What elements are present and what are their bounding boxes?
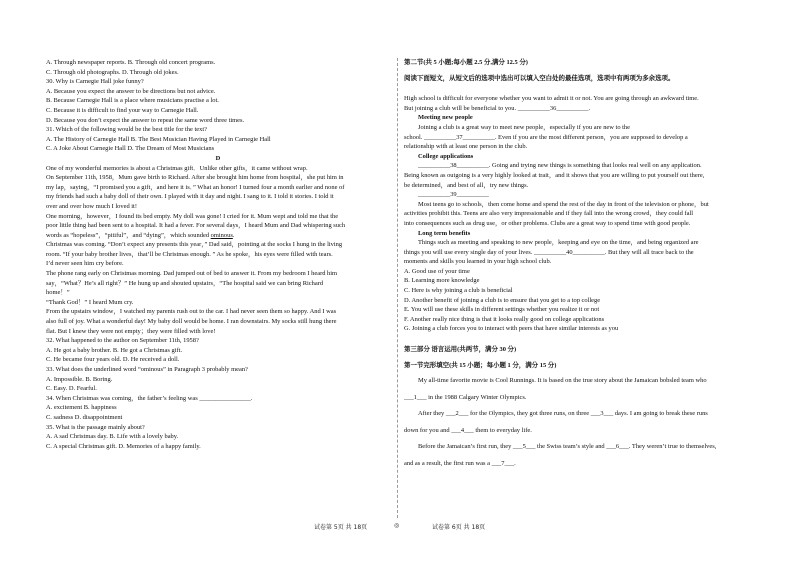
passage-line: Things such as meeting and speaking to new people，keeping and eye on the time，and being organized are <box>418 239 699 247</box>
question-line: A. excitement B. happiness <box>46 404 117 412</box>
passage-line: moments and skills you learned in your high school club. <box>404 258 552 266</box>
question-line: C. sadness D. disappointment <box>46 413 123 421</box>
question-line: A. Through newspaper reports. B. Through old concert programs. <box>46 59 216 66</box>
option-line: C. Here is why joining a club is beneficial <box>404 287 513 295</box>
question-line: 32. What happened to the author on September 11th, 1958? <box>46 337 199 345</box>
passage-line: my lap，saying，“I promised you a gift，and here it is．” What an honor! I turned four a month earlier and none of <box>46 183 345 191</box>
question-line: C. Easy. D. Fearful. <box>46 385 97 393</box>
option-line: F. Another really nice thing is that it looks really good on college applications <box>404 315 605 323</box>
passage-line: Most teens go to schools，then come home and spend the rest of the day in front of the television or phone，but <box>418 200 709 208</box>
question-line: C. A special Christmas gift. D. Memories of a happy family. <box>46 442 201 450</box>
option-line: A. Good use of your time <box>404 267 470 275</box>
subheading: College applications <box>418 152 474 160</box>
passage-line: On September 11th, 1958，Mum gave birth to Richard. After she brought him home from hospital，she put him in <box>46 174 344 182</box>
section-letter: D <box>215 154 221 162</box>
question-line: C. Because it is difficult to find your way to Carnegie Hall. <box>46 106 199 114</box>
question-line: C. He became four years old. D. He received a doll. <box>46 356 180 364</box>
option-line: E. You will use these skills in different settings whether you realize it or not <box>404 306 600 314</box>
question-line: A. Impossible. B. Boring. <box>46 375 113 383</box>
question-line: 31. Which of the following would be the best title for the text? <box>46 126 207 134</box>
passage-line: over and over how much I loved it! <box>46 202 137 210</box>
left-page-column <box>46 58 390 451</box>
passage-line: Being known as outgoing is a very highly looked at trait，and it shows that you are willing to put yourself out there, <box>404 171 705 179</box>
question-line: 33. What does the underlined word “ominous” in Paragraph 3 probably mean? <box>46 366 248 373</box>
spacer <box>404 334 756 345</box>
cloze-line: My all-time favorite movie is Cool Runnings. It is based on the true story about the Jamaican bobsled team who <box>418 377 707 385</box>
instruction: 阅读下面短文，从短文后的选项中选出可以填入空白处的最佳选项，选项中有两项为多余选项。 <box>404 74 675 82</box>
cloze-line: Before the Jamaican’s first run, they ___5___ the Swiss team’s style and ___6___. They weren’t true to themselves, <box>418 443 717 451</box>
subheading: Long term benefits <box>418 229 471 237</box>
question-line: A. He got a baby brother. B. He got a Christmas gift. <box>46 346 183 354</box>
passage-line: But joining a club will be beneficial to you. __________36__________. <box>404 104 591 112</box>
option-line: G. Joining a club forces you to interact with peers that have similar interests as you <box>404 325 619 333</box>
passage-line: “Thank God！” I heard Mum cry. <box>46 298 134 306</box>
passage-line: I’d never seen him cry before. <box>46 260 124 268</box>
question-line: D. Because you don’t expect the answer to repeat the same word three times. <box>46 116 245 124</box>
passage-line: __________38__________. Going and trying new things is something that looks real well on any application. <box>418 162 702 170</box>
passage-line: say，“What？He’s all right？” He hung up and shouted upstairs，“The hospital said we can bring Richard <box>46 279 324 287</box>
section-heading: 第二节(共 5 小题;每小题 2.5 分,满分 12.5 分) <box>404 59 528 66</box>
binding-mark: ◎ <box>394 522 400 529</box>
passage-line: __________39__________ <box>418 191 489 199</box>
part-heading: 第三部分 语言运用(共两节，满分 30 分) <box>404 346 517 354</box>
question-line: A. The History of Carnegie Hall B. The Best Musician Having Played in Carnegie Hall <box>46 135 271 143</box>
subheading: Meeting new people <box>418 114 473 122</box>
question-line: B. Because Carnegie Hall is a place where musicians practise a lot. <box>46 97 219 105</box>
passage-line: High school is difficult for everyone whether you want to admit it or not. You are going through an awkward time. <box>404 95 699 103</box>
option-line: B. Learning more knowledge <box>404 277 480 285</box>
passage-line: be determined，and best of all，try new things. <box>404 181 529 189</box>
passage-line: activities prohibit this. Teens are also very impressionable and if they fall into the wrong crowd，they could fall <box>404 210 694 218</box>
cloze-line: down for you and ___4___ them to everyday life. <box>404 426 532 434</box>
passage-line: The phone rang early on Christmas morning. Dad jumped out of bed to answer it. From my bedroom I heard him <box>46 270 338 278</box>
passage-line: flat. But I knew they were not empty；they were filled with love! <box>46 327 216 335</box>
cloze-line: After they ___2___ for the Olympics, they got three runs, on three ___3___ days. I am going to break these runs <box>418 410 708 418</box>
option-line: D. Another benefit of joining a club is to ensure that you get to a top college <box>404 296 601 304</box>
passage-line: From the upstairs window，I watched my parents rush out to the car. I had never seen them so happy. And I was <box>46 308 337 316</box>
passage-line: my friends had such a baby doll of their own. I played with it day and night. I sang to it. I told it stories. I told it <box>46 193 334 201</box>
passage-line: poor little thing had been sent to a hospital. It had a fever. For several days，I heard Mum and Dad whispering such <box>46 222 346 230</box>
question-line: 35. What is the passage mainly about? <box>46 423 145 431</box>
page-divider <box>397 58 398 518</box>
passage-line: into consequences such as drug use，or other problems. Clubs are a great way to spend time with good people. <box>404 219 691 227</box>
cloze-passage <box>404 376 756 469</box>
passage-line: things you will use every single day of your lives. __________40__________. But they will all trace back to the <box>404 248 694 256</box>
question-line: C. Through old photographs. D. Through old jokes. <box>46 68 179 76</box>
question-line: C. A Joke About Carnegie Hall D. The Dream of Most Musicians <box>46 145 215 153</box>
question-line: A. Because you expect the answer to be directions but not advice. <box>46 87 216 95</box>
passage-line: Joining a club is a great way to meet new people，especially if you are new to the <box>418 123 631 131</box>
part-subheading: 第一节完形填空(共 15 小题；每小题 1 分，满分 15 分) <box>404 361 557 369</box>
question-line: 34. When Christmas was coming，the father’s feeling was ________________. <box>46 394 253 402</box>
passage-line: Christmas was coming. “Don’t expect any presents this year，” Dad said，pointing at the socks I hung in the living <box>46 241 343 249</box>
passage-line: home！” <box>46 289 70 297</box>
cloze-line: ___1___ in the 1988 Calgary Winter Olympics. <box>404 393 527 401</box>
question-line: 30. Why is Carnegie Hall joke funny? <box>46 78 144 86</box>
passage-line: relationship with at least one person in the club. <box>404 143 528 151</box>
passage-line: One of my wonderful memories is about a Christmas gift．Unlike other gifts，it came without wrap. <box>46 164 308 172</box>
passage-line: school. __________37__________. Even if you are the most different person，you are supposed to develop a <box>404 133 688 141</box>
right-page-column <box>404 58 756 469</box>
passage-line: One morning，however，I found its bed empty. My doll was gone! I cried for it. Mum wept and told me that the <box>46 212 339 220</box>
spacer <box>404 83 756 94</box>
underlined-word: ominous <box>210 231 233 239</box>
passage-line: words as “hopeless”，“pitiful”，and “dying”，which sounded ominous. <box>46 231 235 239</box>
page-footer-right: 试卷第 6页 共 18页 <box>432 524 486 531</box>
question-line: A. A sad Christmas day. B. Life with a lovely baby. <box>46 433 179 441</box>
cloze-line: and as a result, the first run was a ___7___. <box>404 459 516 467</box>
page-footer-left: 试卷第 5页 共 18页 <box>314 524 368 531</box>
passage-line: room. “If your baby brother lives，that’ll be Christmas enough. ” As he spoke，his eyes were filled with tears. <box>46 250 333 258</box>
passage-line: also full of joy. What a wonderful day! My baby doll would be home. I ran downstairs. My socks still hung there <box>46 318 337 326</box>
